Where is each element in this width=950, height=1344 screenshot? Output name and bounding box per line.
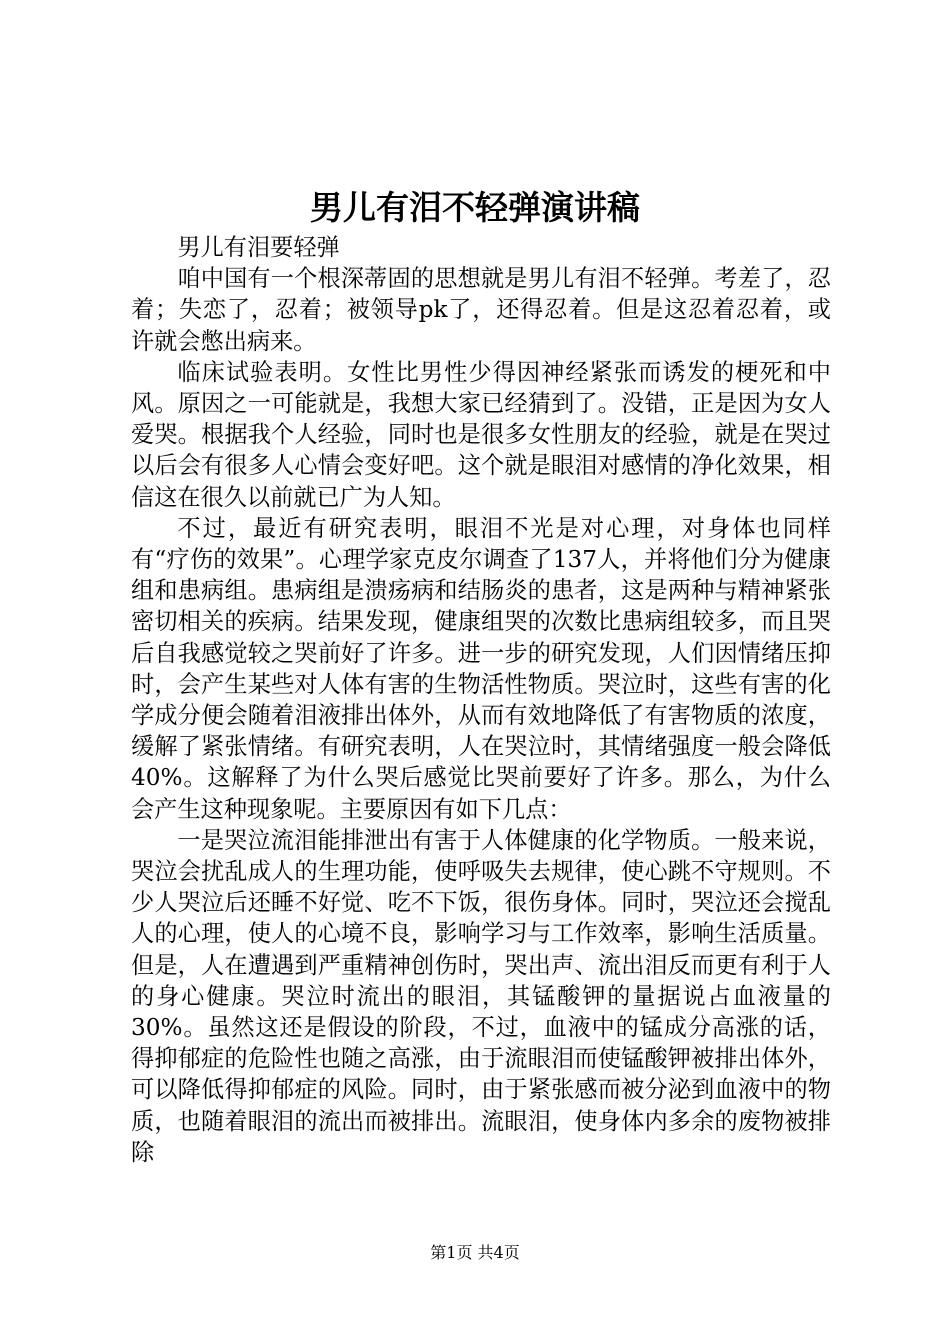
- paragraph: 一是哭泣流泪能排泄出有害于人体健康的化学物质。一般来说，哭泣会扰乱成人的生理功能，使呼吸失去规律，使心跳不守规则。不少人哭泣后还睡不好觉、吃不下饭，很伤身体。同时，哭泣还会搅乱人的心理，使人的心境不良，影响学习与工作效率，影响生活质量。但是，人在遭遇到严重精神创伤时，哭出声、流出泪反而更有利于人的身心健康。哭泣时流出的眼泪，其锰酸钾的量据说占血液量的30%。虽然这还是假设的阶段，不过，血液中的锰成分高涨的话，得抑郁症的危险性也随之高涨，由于流眼泪而使锰酸钾被排出体外，可以降低得抑郁症的风险。同时，由于紧张感而被分泌到血液中的物质，也随着眼泪的流出而被排出。流眼泪，使身体内多余的废物被排除: [131, 826, 831, 1166]
- document-body: [131, 232, 831, 1168]
- paragraph-subtitle: 男儿有泪要轻弹: [177, 234, 340, 261]
- page-footer: 第1页 共4页: [430, 1243, 520, 1262]
- paragraph: 不过，最近有研究表明，眼泪不光是对心理，对身体也同样有“疗伤的效果”。心理学家克皮尔调查了137人，并将他们分为健康组和患病组。患病组是溃疡病和结肠炎的患者，这是两种与精神紧张密切相关的疾病。结果发现，健康组哭的次数比患病组较多，而且哭后自我感觉较之哭前好了许多。进一步的研究发现，人们因情绪压抑时，会产生某些对人体有害的生物活性物质。哭泣时，这些有害的化学成分便会随着泪液排出体外，从而有效地降低了有害物质的浓度，缓解了紧张情绪。有研究表明，人在哭泣时，其情绪强度一般会降低40%。这解释了为什么哭后感觉比哭前要好了许多。那么，为什么会产生这种现象呢。主要原因有如下几点：: [131, 514, 831, 823]
- paragraph: 咱中国有一个根深蒂固的思想就是男儿有泪不轻弹。考差了，忍着；失恋了，忍着；被领导pk了，还得忍着。但是这忍着忍着，或许就会憋出病来。: [131, 265, 831, 355]
- paragraph: 临床试验表明。女性比男性少得因神经紧张而诱发的梗死和中风。原因之一可能就是，我想大家已经猜到了。没错，正是因为女人爱哭。根据我个人经验，同时也是很多女性朋友的经验，就是在哭过以后会有很多人心情会变好吧。这个就是眼泪对感情的净化效果，相信这在很久以前就已广为人知。: [131, 358, 831, 511]
- document-title: 男儿有泪不轻弹演讲稿: [310, 188, 640, 227]
